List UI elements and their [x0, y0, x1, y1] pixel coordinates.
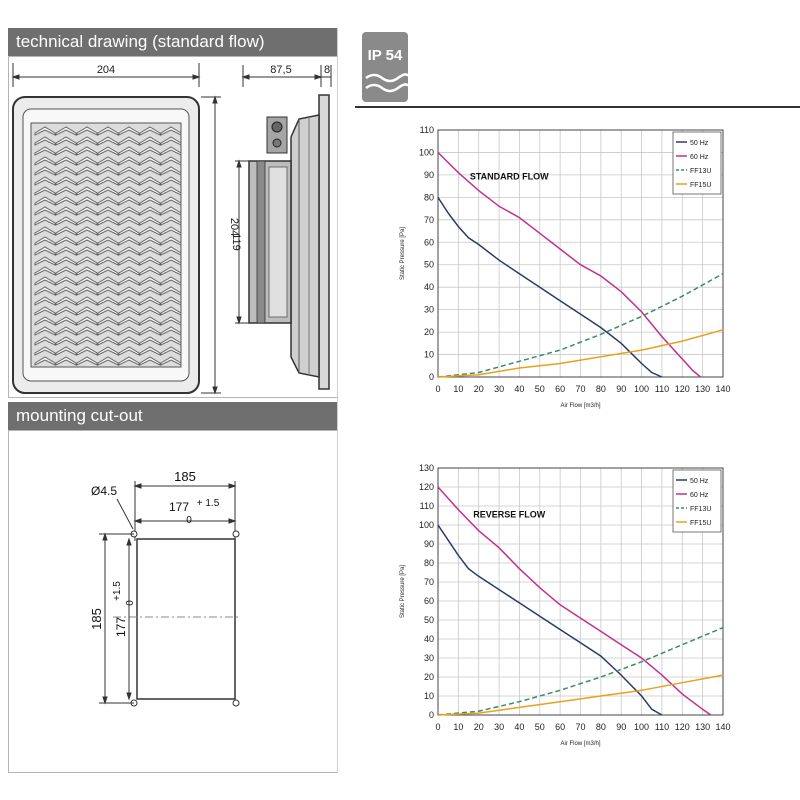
- x-axis-label: Air Flow [m3/h]: [560, 403, 601, 409]
- ip-badge: [362, 32, 408, 102]
- hole-diameter-label: Ø4.5: [90, 484, 118, 498]
- cutout-tol-zero-v: 0: [125, 600, 136, 606]
- y-tick-label: 90: [423, 539, 434, 549]
- standard-flow-chart: [360, 118, 800, 418]
- x-tick-label: 60: [555, 722, 566, 732]
- x-tick-label: 30: [494, 722, 505, 732]
- dim-body-label: 119: [230, 233, 242, 251]
- y-tick-label: 70: [423, 577, 434, 587]
- height-dimension: [201, 97, 221, 393]
- y-tick-label: 80: [423, 192, 434, 203]
- y-tick-label: 20: [423, 672, 434, 682]
- x-tick-label: 30: [494, 384, 505, 394]
- legend-label: FF13U: [690, 168, 712, 175]
- reverse-flow-chart: [360, 456, 800, 756]
- x-tick-label: 110: [654, 384, 670, 394]
- y-tick-label: 20: [423, 327, 434, 338]
- cutout-rectangle: [137, 539, 235, 699]
- x-tick-label: 140: [715, 722, 731, 732]
- y-tick-label: 0: [428, 710, 434, 720]
- dim-flange-label: 8: [323, 64, 331, 76]
- x-tick-label: 60: [555, 384, 566, 394]
- x-tick-label: 70: [575, 722, 586, 732]
- x-tick-label: 80: [595, 722, 606, 732]
- dim-depth-label: 87,5: [270, 64, 292, 76]
- y-tick-label: 60: [423, 237, 434, 248]
- x-tick-label: 90: [616, 384, 627, 394]
- mounting-cutout-header: mounting cut-out: [8, 402, 338, 430]
- mounting-cutout-panel: [8, 430, 338, 773]
- y-tick-label: 40: [423, 634, 434, 644]
- cutout-drawing: [9, 431, 337, 772]
- x-tick-label: 110: [654, 722, 670, 732]
- dim-width-label: 204: [96, 64, 116, 76]
- y-axis-label: Static Pressure [Pa]: [400, 564, 406, 619]
- x-tick-label: 120: [674, 384, 690, 394]
- cutout-outer-v-label: 185: [89, 608, 104, 630]
- x-axis-label: Air Flow [m3/h]: [560, 741, 601, 747]
- y-tick-label: 0: [428, 372, 434, 382]
- technical-drawing-header: technical drawing (standard flow): [8, 28, 338, 56]
- x-tick-label: 140: [715, 384, 731, 394]
- cutout-tol-zero: 0: [186, 515, 192, 526]
- ip-badge-label: IP 54: [367, 47, 403, 64]
- technical-drawing-panel: [8, 56, 338, 398]
- x-tick-label: 20: [473, 384, 484, 394]
- y-tick-label: 50: [423, 615, 434, 625]
- x-tick-label: 50: [534, 722, 545, 732]
- legend-label: 60 Hz: [690, 492, 709, 499]
- x-tick-label: 70: [575, 384, 586, 394]
- x-tick-label: 80: [595, 384, 606, 394]
- x-tick-label: 0: [435, 722, 441, 732]
- y-tick-label: 50: [423, 259, 434, 270]
- y-tick-label: 120: [418, 482, 434, 492]
- x-tick-label: 90: [616, 722, 627, 732]
- y-tick-label: 60: [423, 596, 434, 606]
- cutout-inner-label: 177: [168, 500, 190, 514]
- legend-label: FF15U: [690, 520, 712, 527]
- y-tick-label: 40: [423, 282, 434, 293]
- x-tick-label: 20: [473, 722, 484, 732]
- x-tick-label: 120: [674, 722, 690, 732]
- y-tick-label: 80: [423, 558, 434, 568]
- x-tick-label: 10: [453, 384, 464, 394]
- cutout-tol-plus: + 1.5: [196, 498, 220, 509]
- grille-front-view: [13, 97, 199, 393]
- dim-height-label: 204: [228, 217, 240, 237]
- x-tick-label: 100: [634, 722, 650, 732]
- x-tick-label: 100: [634, 384, 650, 394]
- vertical-divider: [337, 28, 338, 773]
- y-tick-label: 110: [419, 501, 434, 511]
- legend-label: FF13U: [690, 506, 712, 513]
- x-tick-label: 40: [514, 722, 525, 732]
- horizontal-divider: [355, 106, 800, 108]
- chart-title: REVERSE FLOW: [473, 509, 546, 520]
- y-tick-label: 100: [418, 520, 434, 530]
- x-tick-label: 130: [695, 384, 711, 394]
- side-view: [230, 64, 331, 389]
- x-tick-label: 50: [534, 384, 545, 394]
- chart-title: STANDARD FLOW: [469, 171, 549, 182]
- cutout-tol-plus-v: +1.5: [112, 581, 123, 601]
- y-tick-label: 30: [423, 653, 434, 663]
- cutout-inner-v-label: 177: [114, 616, 128, 638]
- y-tick-label: 70: [423, 214, 434, 225]
- cutout-outer-label: 185: [174, 469, 196, 484]
- y-axis-label: Static Pressure [Pa]: [400, 226, 406, 281]
- y-tick-label: 130: [418, 463, 434, 473]
- y-tick-label: 100: [418, 147, 434, 158]
- x-tick-label: 130: [695, 722, 711, 732]
- legend-label: 50 Hz: [690, 140, 709, 147]
- hole-leader: [117, 499, 133, 529]
- y-tick-label: 10: [423, 691, 434, 701]
- x-tick-label: 10: [453, 722, 464, 732]
- x-tick-label: 40: [514, 384, 525, 394]
- y-tick-label: 10: [423, 349, 434, 360]
- legend-label: FF15U: [690, 182, 712, 189]
- y-tick-label: 90: [423, 169, 434, 180]
- legend-label: 50 Hz: [690, 478, 709, 485]
- y-tick-label: 110: [419, 125, 434, 135]
- y-tick-label: 30: [423, 304, 434, 315]
- technical-drawing: [9, 57, 337, 397]
- legend-label: 60 Hz: [690, 154, 709, 161]
- x-tick-label: 0: [435, 384, 441, 394]
